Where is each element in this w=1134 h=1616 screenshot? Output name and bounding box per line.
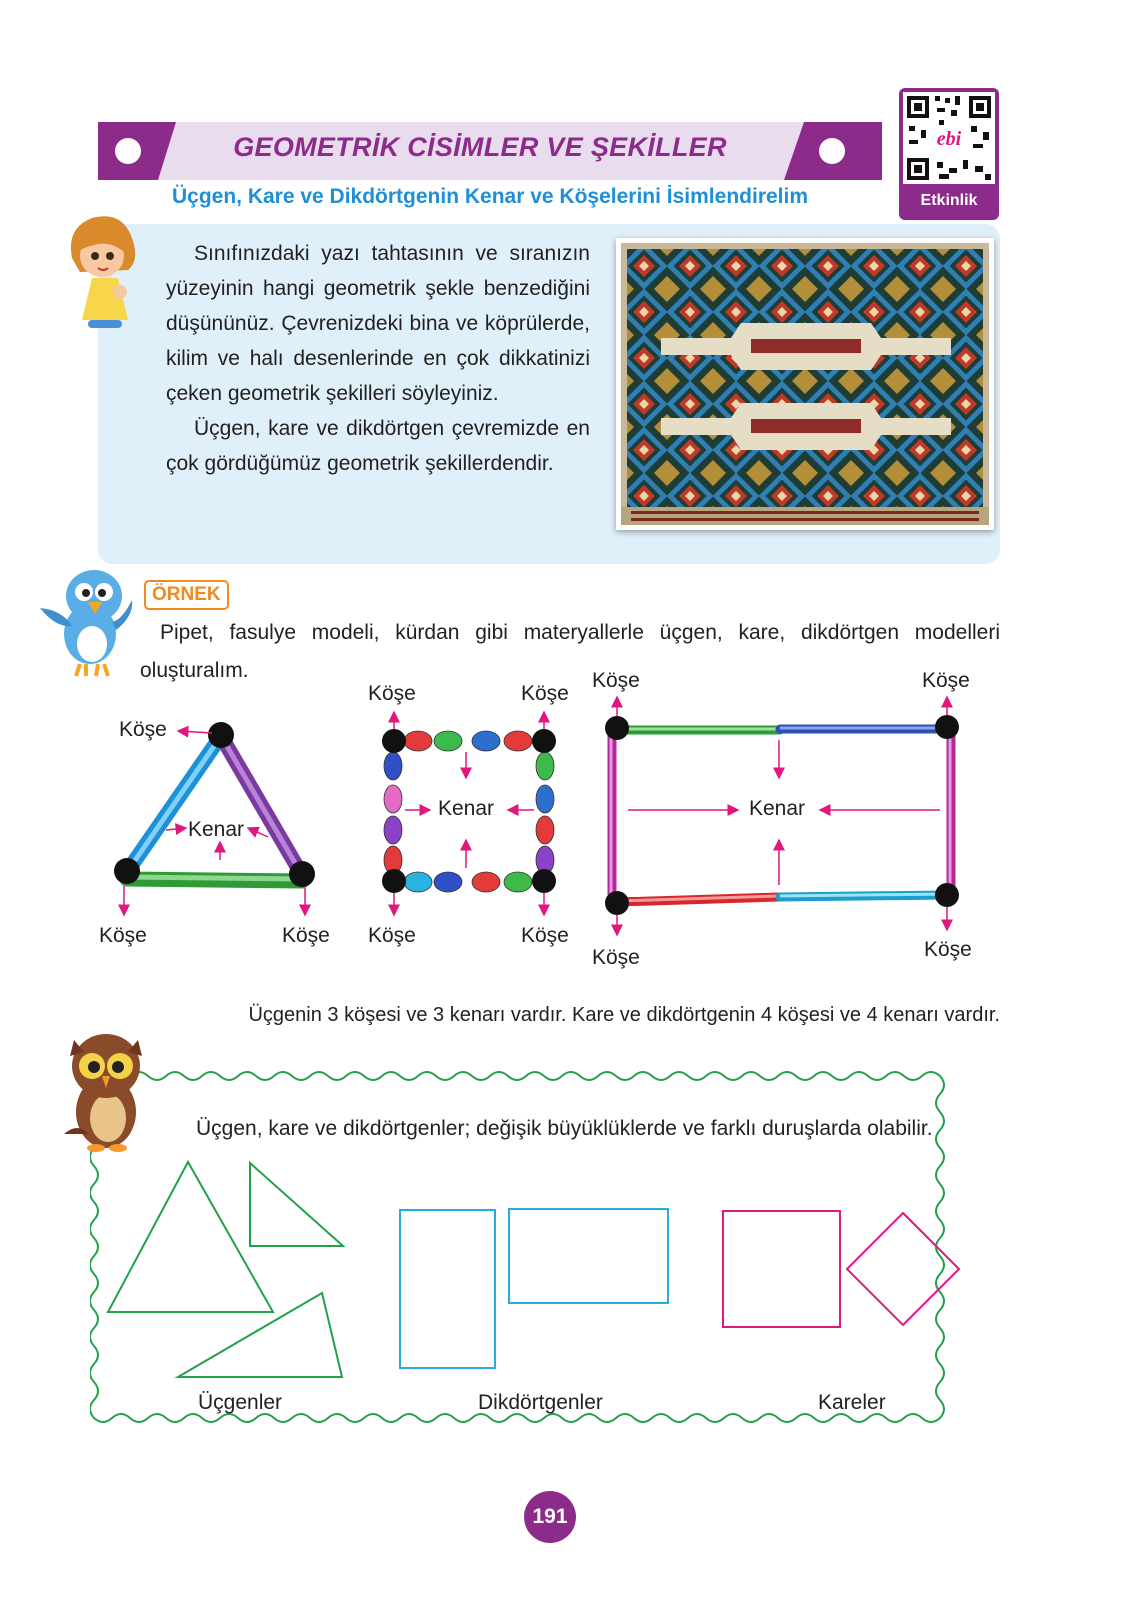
svg-text:ebi: ebi: [936, 128, 962, 150]
vertex-label: Köşe: [521, 682, 569, 705]
rectangle-vertex: [605, 891, 629, 915]
vertex-label: Köşe: [119, 718, 167, 741]
intro-text: [166, 236, 590, 481]
edge-label: Kenar: [438, 797, 495, 820]
rectangle-shape: [400, 1210, 495, 1368]
page-number: 191: [524, 1491, 576, 1543]
shape-examples: [100, 1150, 980, 1400]
example-text: Pipet, fasulye modeli, kürdan gibi materyallerle üçgen, kare, dikdörtgen modelleri oluşturalım.: [140, 621, 1000, 682]
rectangles-caption: Dikdörtgenler: [478, 1391, 603, 1414]
note-text: Üçgen, kare ve dikdörtgenler; değişik büyüklüklerde ve farklı duruşlarda olabilir.: [196, 1117, 933, 1140]
vertex-label: Köşe: [99, 924, 147, 947]
squares-caption: Kareler: [818, 1391, 886, 1414]
vertex-label: Köşe: [282, 924, 330, 947]
triangles-caption: Üçgenler: [198, 1391, 283, 1414]
square-vertex: [382, 869, 406, 893]
vertex-label: Köşe: [368, 924, 416, 947]
vertex-label: Köşe: [521, 924, 569, 947]
owl-mascot-icon: [62, 1026, 148, 1156]
square-vertex: [532, 869, 556, 893]
vertex-label: Köşe: [924, 938, 972, 961]
edge-label: Kenar: [749, 797, 806, 820]
summary-text: Üçgenin 3 köşesi ve 3 kenarı vardır. Kare ve dikdörtgenin 4 köşesi ve 4 kenarı vardır.: [248, 1004, 1000, 1026]
rectangle-vertex: [935, 883, 959, 907]
square-vertex: [532, 729, 556, 753]
vertex-label: Köşe: [368, 682, 416, 705]
etkinlik-label: Etkinlik: [920, 192, 978, 209]
lesson-subtitle: Üçgen, Kare ve Dikdörtgenin Kenar ve Köşelerini İsimlendirelim: [171, 185, 809, 208]
triangle-shape: [178, 1293, 342, 1377]
left-dot-icon: [115, 138, 141, 164]
intro-paragraph-2: Üçgen, kare ve dikdörtgen çevremizde en çok gördüğümüz geometrik şekillerdendir.: [166, 417, 590, 475]
vertex-label: Köşe: [592, 946, 640, 969]
square-vertex: [382, 729, 406, 753]
triangle-shape: [108, 1162, 273, 1312]
triangle-vertex: [114, 858, 140, 884]
triangle-vertex: [289, 861, 315, 887]
example-badge: ÖRNEK: [144, 580, 229, 610]
edge-label: Kenar: [188, 818, 245, 841]
vertex-label: Köşe: [922, 669, 970, 692]
rectangle-vertex: [605, 716, 629, 740]
square-shape: [847, 1213, 959, 1325]
vertex-label: Köşe: [592, 669, 640, 692]
intro-paragraph-1: Sınıfınızdaki yazı tahtasının ve sıranızın yüzeyinin hangi geometrik şekle benzediğini düşününüz. Çevrenizdeki bina ve köprülerde, kilim ve halı desenlerinde en çok dikkatinizi çeken geometrik şekilleri söyleyiniz.: [166, 242, 590, 405]
triangle-shape: [250, 1163, 343, 1246]
rectangle-vertex: [935, 715, 959, 739]
kilim-rug-image: [616, 238, 994, 530]
right-dot-icon: [819, 138, 845, 164]
triangle-vertex: [208, 722, 234, 748]
square-shape: [723, 1211, 840, 1327]
girl-mascot-icon: [62, 208, 144, 330]
page-title: GEOMETRİK CİSİMLER VE ŞEKİLLER: [233, 132, 727, 162]
rectangle-shape: [509, 1209, 668, 1303]
